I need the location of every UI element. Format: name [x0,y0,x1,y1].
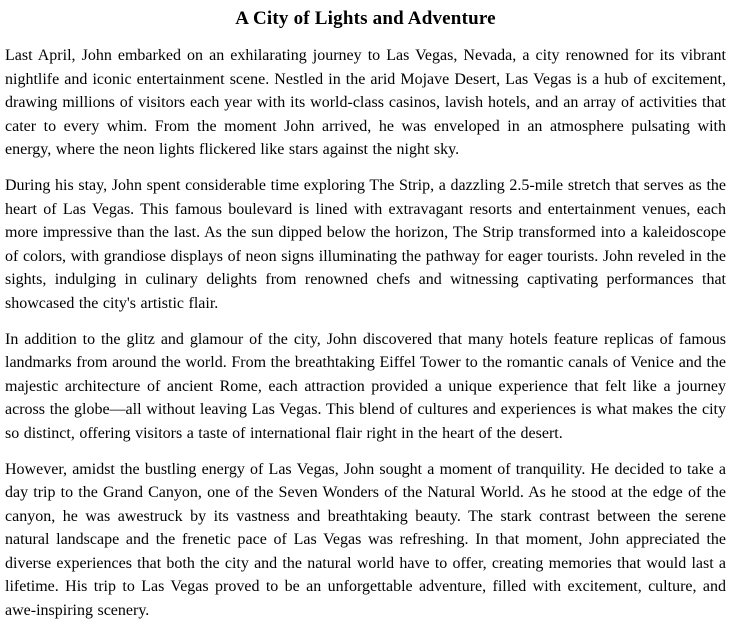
paragraph-landmarks: In addition to the glitz and glamour of the city, John discovered that many hotels feature replicas of famous landmarks from around the world. From the breathtaking Eiffel Tower to the romantic canals of Venice and the majestic architecture of ancient Rome, each attraction provided a unique experience that felt like a journey across the globe—all without leaving Las Vegas. This blend of cultures and experiences is what makes the city so distinct, offering visitors a taste of international flair right in the heart of the desert. [5,330,726,442]
page-title: A City of Lights and Adventure [235,8,496,29]
paragraph-intro: Last April, John embarked on an exhilarating journey to Las Vegas, Nevada, a city renowned for its vibrant nightlife and iconic entertainment scene. Nestled in the arid Mojave Desert, Las Vegas is a hub of excitement, drawing millions of visitors each year with its world-class casinos, lavish hotels, and an array of activities that cater to every whim. From the moment John arrived, he was enveloped in an atmosphere pulsating with energy, where the neon lights flickered like stars against the night sky. [5,47,726,158]
paragraph-grand-canyon: However, amidst the bustling energy of Las Vegas, John sought a moment of tranquility. He decided to take a day trip to the Grand Canyon, one of the Seven Wonders of the Natural World. As he stood at the edge of the canyon, he was awestruck by its vastness and breathtaking beauty. The stark contrast between the serene natural landscape and the frenetic pace of Las Vegas was refreshing. In that moment, John appreciated the diverse experiences that both the city and the natural world have to offer, creating memories that would last a lifetime. His trip to Las Vegas proved to be an unforgettable adventure, filled with excitement, culture, and awe-inspiring scenery. [5,460,726,619]
paragraph-the-strip: During his stay, John spent considerable time exploring The Strip, a dazzling 2.5-mile stretch that serves as the heart of Las Vegas. This famous boulevard is lined with extravagant resorts and entertainment venues, each more impressive than the last. As the sun dipped below the horizon, The Strip transformed into a kaleidoscope of colors, with grandiose displays of neon signs illuminating the pathway for eager tourists. John reveled in the sights, indulging in culinary delights from renowned chefs and witnessing captivating performances that showcased the city's artistic flair. [5,177,726,312]
document-page [5,8,726,622]
